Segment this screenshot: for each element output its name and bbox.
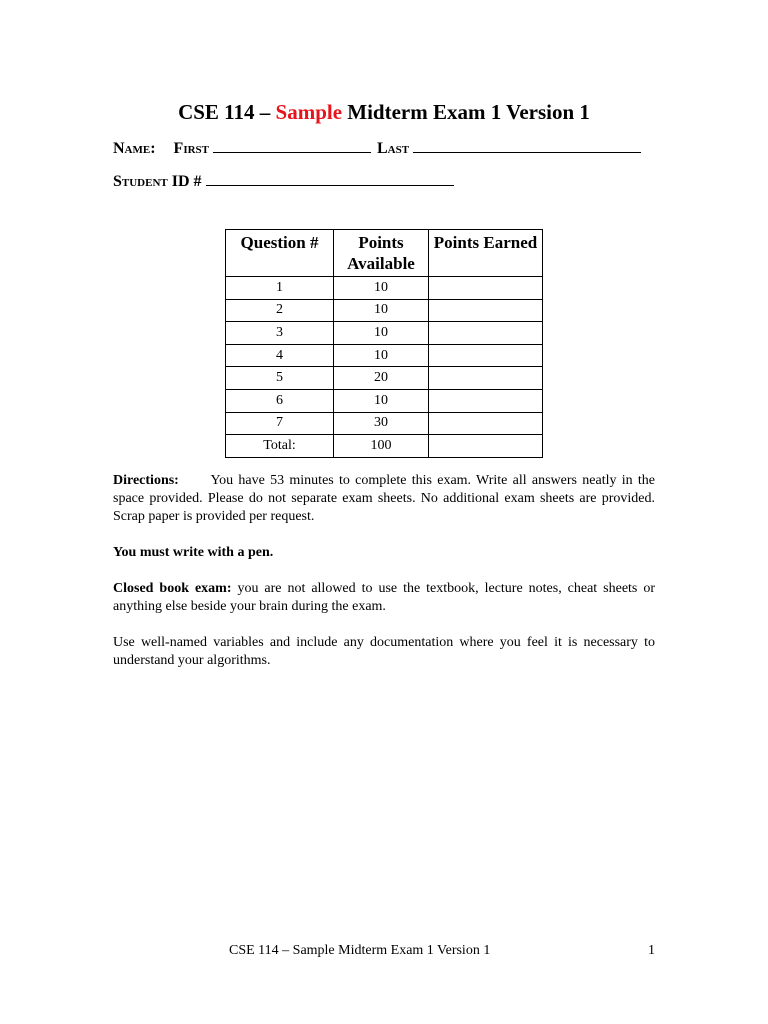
title-highlight: Sample bbox=[275, 100, 343, 124]
title-suffix: Midterm Exam 1 Version 1 bbox=[342, 100, 590, 124]
question-cell: 7 bbox=[226, 412, 334, 435]
closed-book-text: you are not allowed to use the textbook, lecture notes, cheat sheets or anything else beside your brain during the exam. bbox=[113, 581, 655, 614]
table-row bbox=[226, 344, 543, 367]
name-line bbox=[113, 140, 641, 158]
pen-note: You must write with a pen. bbox=[113, 545, 274, 560]
exam-title bbox=[0, 100, 768, 125]
total-label: Total: bbox=[226, 435, 334, 458]
title-prefix: CSE 114 – bbox=[178, 100, 276, 124]
directions-label: Directions: bbox=[113, 473, 179, 488]
total-earned[interactable] bbox=[429, 435, 543, 458]
header-points-earned: Points Earned bbox=[429, 230, 543, 277]
last-name-label: Last bbox=[377, 140, 410, 157]
available-cell: 10 bbox=[334, 322, 429, 345]
earned-cell[interactable] bbox=[429, 322, 543, 345]
question-cell: 5 bbox=[226, 367, 334, 390]
variables-note: Use well-named variables and include any documentation where you feel it is necessary to understand your algorithms. bbox=[113, 635, 655, 668]
question-cell: 4 bbox=[226, 344, 334, 367]
earned-cell[interactable] bbox=[429, 389, 543, 412]
earned-cell[interactable] bbox=[429, 367, 543, 390]
pen-paragraph bbox=[113, 544, 655, 562]
earned-cell[interactable] bbox=[429, 299, 543, 322]
student-id-label: Student ID # bbox=[113, 173, 202, 190]
earned-cell[interactable] bbox=[429, 344, 543, 367]
available-cell: 10 bbox=[334, 389, 429, 412]
available-cell: 30 bbox=[334, 412, 429, 435]
question-cell: 2 bbox=[226, 299, 334, 322]
available-cell: 10 bbox=[334, 277, 429, 300]
available-cell: 20 bbox=[334, 367, 429, 390]
footer-text: CSE 114 – Sample Midterm Exam 1 Version 1 bbox=[229, 943, 491, 958]
first-name-field[interactable] bbox=[213, 140, 371, 153]
closed-book-paragraph bbox=[113, 580, 655, 616]
earned-cell[interactable] bbox=[429, 277, 543, 300]
closed-book-label: Closed book exam: bbox=[113, 581, 232, 596]
table-row bbox=[226, 389, 543, 412]
page-number: 1 bbox=[648, 943, 655, 958]
variables-paragraph bbox=[113, 634, 655, 670]
available-cell: 10 bbox=[334, 344, 429, 367]
directions-paragraph bbox=[113, 472, 655, 526]
directions-text: You have 53 minutes to complete this exam. Write all answers neatly in the space provided. Please do not separate exam sheets. No additional exam sheets are provided. Scrap paper is provided per request. bbox=[113, 473, 655, 524]
table-row bbox=[226, 299, 543, 322]
question-cell: 3 bbox=[226, 322, 334, 345]
student-id-field[interactable] bbox=[206, 173, 454, 186]
student-id-line bbox=[113, 173, 454, 191]
header-points-available: Points Available bbox=[334, 230, 429, 277]
total-available: 100 bbox=[334, 435, 429, 458]
table-row bbox=[226, 277, 543, 300]
name-label: Name: bbox=[113, 140, 156, 157]
header-question: Question # bbox=[226, 230, 334, 277]
table-row bbox=[226, 412, 543, 435]
earned-cell[interactable] bbox=[429, 412, 543, 435]
score-table bbox=[225, 229, 543, 458]
question-cell: 6 bbox=[226, 389, 334, 412]
last-name-field[interactable] bbox=[413, 140, 641, 153]
table-row bbox=[226, 322, 543, 345]
score-table-header bbox=[226, 230, 543, 277]
table-row bbox=[226, 367, 543, 390]
question-cell: 1 bbox=[226, 277, 334, 300]
total-row bbox=[226, 435, 543, 458]
first-name-label: First bbox=[173, 140, 209, 157]
available-cell: 10 bbox=[334, 299, 429, 322]
